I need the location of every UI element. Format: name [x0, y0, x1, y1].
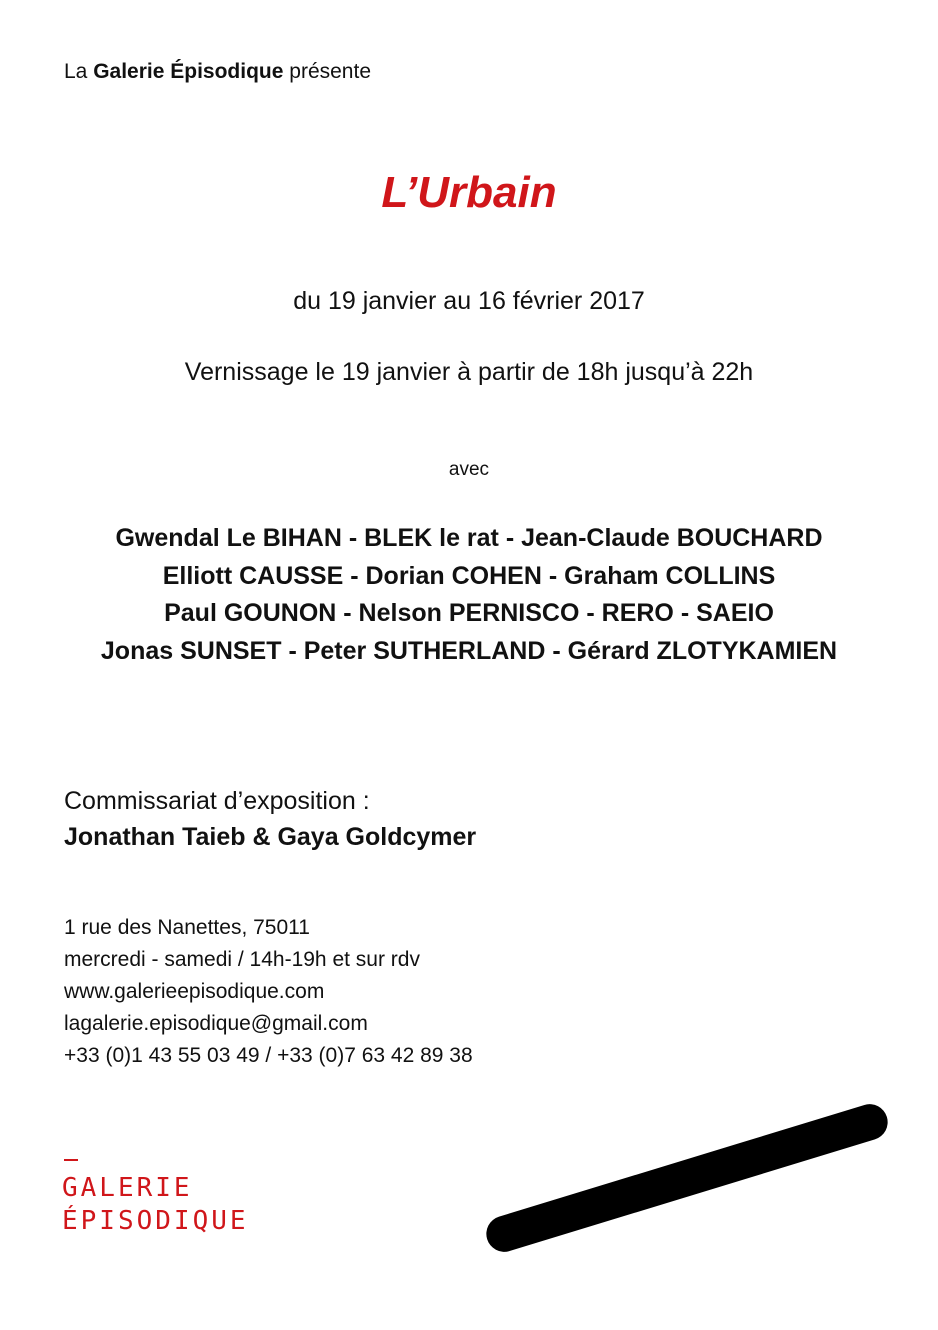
exhibition-dates: du 19 janvier au 16 février 2017: [293, 287, 645, 315]
contact-website: www.galerieepisodique.com: [64, 980, 325, 1003]
intro-suffix: présente: [289, 60, 372, 83]
curator-label: Commissariat d’exposition :: [64, 787, 370, 815]
curator-names: Jonathan Taieb & Gaya Goldcymer: [64, 823, 477, 851]
exhibition-title: L’Urbain: [381, 168, 557, 217]
logo-dash: [64, 1159, 78, 1161]
contact-block: [64, 912, 473, 1072]
opening-info: Vernissage le 19 janvier à partir de 18h jusqu’à 22h: [184, 358, 754, 386]
artists-line: Jonas SUNSET - Peter SUTHERLAND - Gérard ZLOTYKAMIEN: [100, 636, 838, 665]
intro-gallery-name: Galerie Épisodique: [93, 60, 284, 83]
with-label: avec: [448, 459, 490, 480]
contact-hours: mercredi - samedi / 14h-19h et sur rdv: [64, 948, 420, 971]
artists-line: Gwendal Le BIHAN - BLEK le rat - Jean-Claude BOUCHARD: [115, 524, 823, 552]
black-brush-stroke: [482, 1100, 892, 1257]
contact-phones: +33 (0)1 43 55 03 49 / +33 (0)7 63 42 89 38: [64, 1044, 473, 1067]
artists-line: Paul GOUNON - Nelson PERNISCO - RERO - SAEIO: [164, 599, 774, 627]
logo-line-1: GALERIE: [62, 1173, 193, 1203]
artists-list: [0, 520, 938, 670]
logo-line-2: ÉPISODIQUE: [62, 1206, 249, 1236]
contact-email: lagalerie.episodique@gmail.com: [64, 1012, 368, 1035]
gallery-logo: [62, 1172, 249, 1238]
artists-line: Elliott CAUSSE - Dorian COHEN - Graham COLLINS: [162, 561, 776, 590]
intro-line: [64, 60, 371, 84]
intro-prefix: La: [64, 60, 88, 83]
contact-address: 1 rue des Nanettes, 75011: [64, 916, 310, 939]
